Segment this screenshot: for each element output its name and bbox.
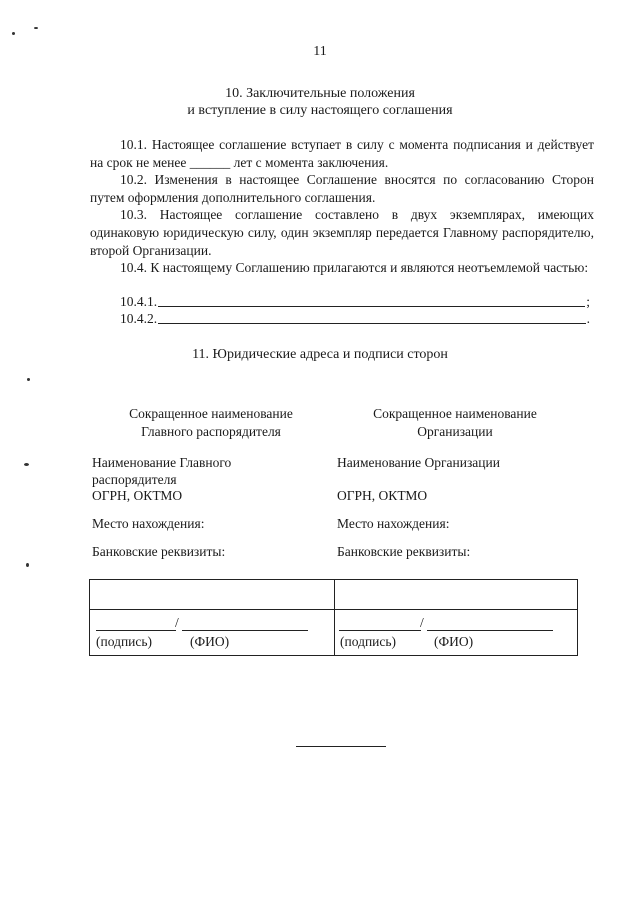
clause-10-4: 10.4. К настоящему Соглашению прилагаются и являются неотъемлемой частью: [120,260,589,276]
signature-table-row-divider [90,609,577,610]
clause-10-4-1-number: 10.4.1. [120,294,158,309]
scan-speck [26,563,29,567]
left-fio-label: (ФИО) [190,634,230,649]
section-10-body [90,136,594,277]
clause-10-4-1-row [120,294,590,310]
left-party-name: Наименование Главного распорядителя [92,455,232,487]
section-11-title: 11. Юридические адреса и подписи сторон [192,347,448,362]
right-party-heading-line2: Организации [417,424,493,439]
right-party-heading-line1: Сокращенное наименование [373,406,537,421]
scan-speck [27,378,30,381]
clause-10-4-2-row [120,311,590,327]
clause-10-4-2-number: 10.4.2. [120,311,158,326]
signature-table-divider [334,580,335,655]
section-10-title-line2: и вступление в силу настоящего соглашения [187,103,453,118]
closing-rule [296,746,386,747]
left-signature-line [96,630,176,631]
left-party-heading-line1: Сокращенное наименование [129,406,293,421]
right-party-name: Наименование Организации [337,455,500,470]
clause-10-1: 10.1. Настоящее соглашение вступает в силу с момента подписания и действует на срок не менее ______ лет с момента заключения. [90,137,594,170]
clause-10-2: 10.2. Изменения в настоящее Соглашение вносятся по согласованию Сторон путем оформления дополнительного соглашения. [90,172,594,205]
right-fio-label: (ФИО) [434,634,474,649]
left-party-heading [96,405,326,441]
clause-10-4-2-blank-line [158,311,586,324]
clause-10-4-2-end: . [586,311,590,326]
right-signature-separator: / [420,615,424,630]
right-signature-line [339,630,421,631]
right-fio-line [427,630,553,631]
left-party-ids: ОГРН, ОКТМО [92,488,183,503]
scan-speck [12,32,15,35]
right-party-ids: ОГРН, ОКТМО [337,488,428,503]
right-party-location: Место нахождения: [337,516,450,531]
clause-10-3: 10.3. Настоящее соглашение составлено в двух экземплярах, имеющих одинаковую юридическую силу, один экземпляр передается Главному распорядителю, второй Организации. [90,207,594,258]
left-party-bank: Банковские реквизиты: [92,544,226,559]
right-signature-label: (подпись) [340,634,397,649]
left-fio-line [182,630,308,631]
right-party-bank: Банковские реквизиты: [337,544,471,559]
scan-speck [24,463,29,466]
signature-table [89,579,578,656]
right-party-heading [340,405,570,441]
page-number: 11 [313,44,327,59]
left-signature-label: (подпись) [96,634,153,649]
left-signature-separator: / [175,615,179,630]
clause-10-4-1-blank-line [158,294,585,307]
left-party-heading-line2: Главного распорядителя [141,424,281,439]
left-party-location: Место нахождения: [92,516,205,531]
scan-speck [34,27,38,29]
section-10-title-line1: 10. Заключительные положения [225,86,415,101]
clause-10-4-1-end: ; [586,294,590,309]
